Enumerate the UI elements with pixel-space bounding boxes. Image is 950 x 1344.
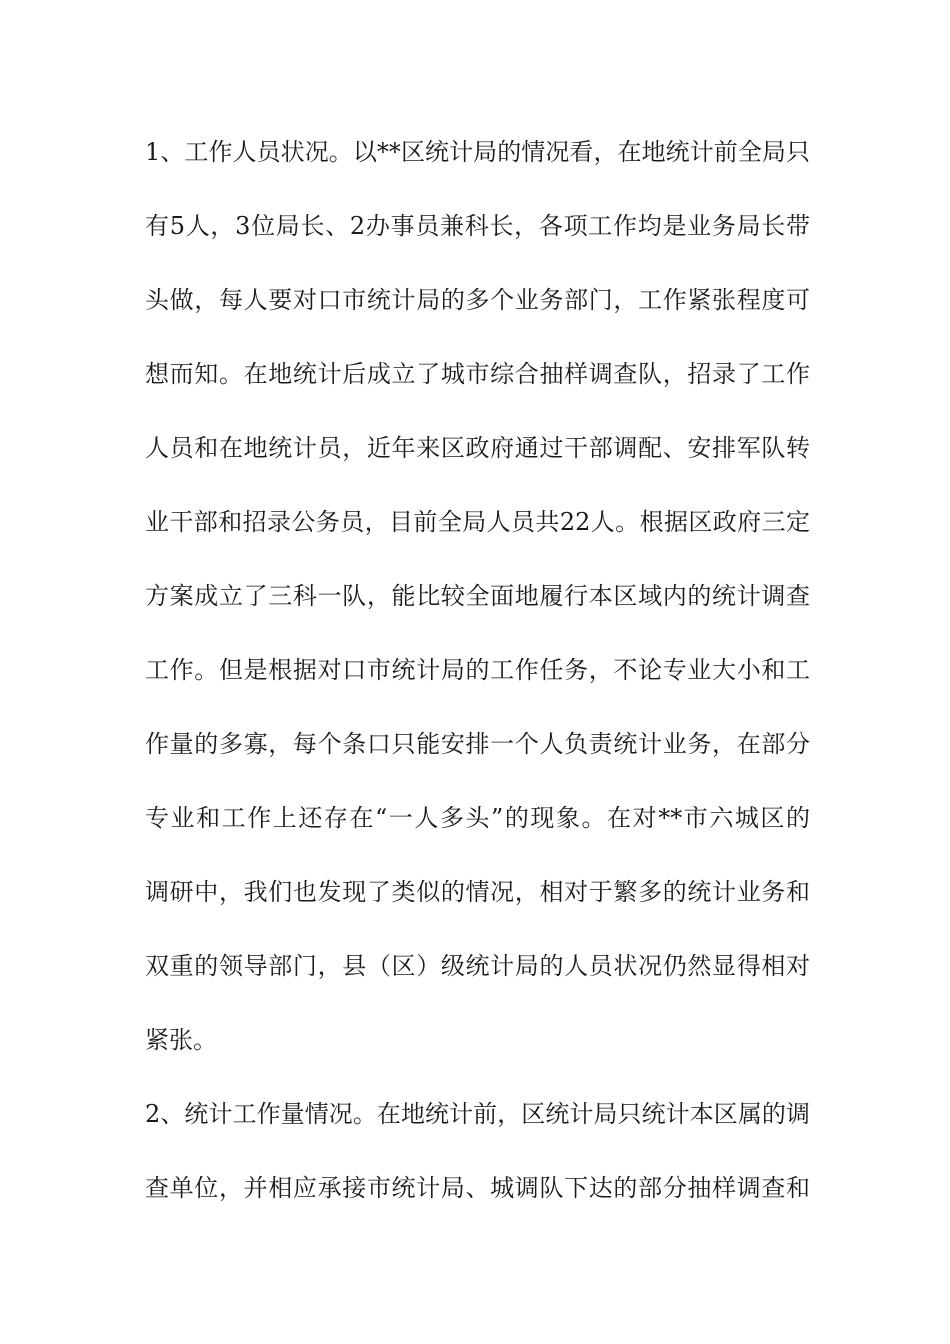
paragraph-workload bbox=[145, 1090, 810, 1238]
text-line: 人员和在地统计员，近年来区政府通过干部调配、安排军队转 bbox=[145, 434, 810, 462]
text-line: 紧张。 bbox=[145, 1026, 217, 1054]
text-line: 调研中，我们也发现了类似的情况，相对于繁多的统计业务和 bbox=[145, 878, 810, 906]
text-line: 作量的多寡，每个条口只能安排一个人负责统计业务，在部分 bbox=[145, 730, 810, 758]
document-body bbox=[145, 128, 810, 1238]
text-line: 1、工作人员状况。以**区统计局的情况看，在地统计前全局只 bbox=[145, 138, 810, 166]
text-line: 头做，每人要对口市统计局的多个业务部门，工作紧张程度可 bbox=[145, 286, 810, 314]
text-line: 业干部和招录公务员，目前全局人员共22人。根据区政府三定 bbox=[145, 508, 810, 536]
text-line: 想而知。在地统计后成立了城市综合抽样调查队，招录了工作 bbox=[145, 360, 810, 388]
paragraph-staff-status bbox=[145, 128, 810, 1090]
text-line: 2、统计工作量情况。在地统计前，区统计局只统计本区属的调 bbox=[145, 1100, 810, 1128]
text-line: 有5人，3位局长、2办事员兼科长，各项工作均是业务局长带 bbox=[145, 212, 810, 240]
text-line: 方案成立了三科一队，能比较全面地履行本区域内的统计调查 bbox=[145, 582, 810, 610]
text-line: 查单位，并相应承接市统计局、城调队下达的部分抽样调查和 bbox=[145, 1174, 810, 1202]
text-line: 专业和工作上还存在“一人多头”的现象。在对**市六城区的 bbox=[145, 804, 810, 832]
text-line: 双重的领导部门，县（区）级统计局的人员状况仍然显得相对 bbox=[145, 952, 810, 980]
text-line: 工作。但是根据对口市统计局的工作任务，不论专业大小和工 bbox=[145, 656, 810, 684]
